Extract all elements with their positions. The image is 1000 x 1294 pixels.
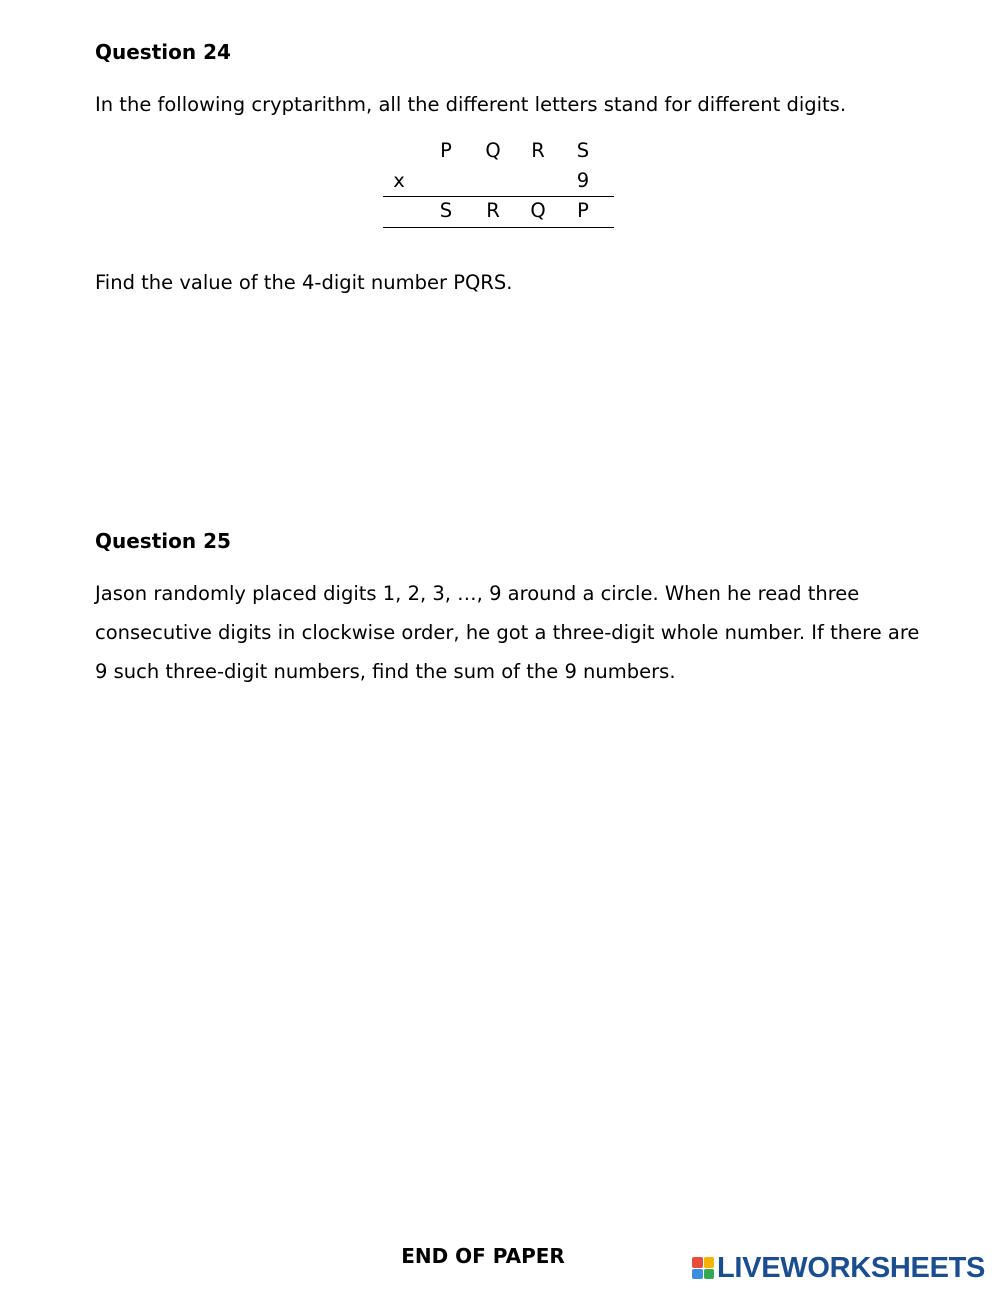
- question-25-line-1: Jason randomly placed digits 1, 2, 3, …, 9 around a circle. When he read three: [95, 582, 860, 605]
- logo-square-4: [704, 1269, 715, 1280]
- end-of-paper: END OF PAPER: [401, 1244, 565, 1268]
- crypt-operator: x: [393, 169, 405, 192]
- logo-square-1: [692, 1257, 703, 1268]
- liveworksheets-logo: [692, 1252, 985, 1284]
- liveworksheets-logo-icon: [692, 1257, 714, 1279]
- question-24-intro: In the following cryptarithm, all the different letters stand for different digits.: [95, 93, 847, 116]
- question-24-prompt: Find the value of the 4-digit number PQRS.: [95, 271, 513, 294]
- liveworksheets-logo-text: LIVEWORKSHEETS: [717, 1251, 986, 1284]
- crypt-row1-digit-4: S: [576, 139, 590, 162]
- logo-square-2: [704, 1257, 715, 1268]
- crypt-multiplier: 9: [576, 169, 590, 192]
- crypt-bottom-rule: [383, 227, 614, 228]
- question-24-title: Question 24: [95, 40, 231, 64]
- crypt-top-rule: [383, 196, 614, 197]
- question-25-body: [95, 574, 925, 691]
- crypt-row1-digit-1: P: [440, 139, 452, 162]
- question-25-title: Question 25: [95, 529, 231, 553]
- crypt-row1-digit-3: R: [531, 139, 545, 162]
- question-25-line-3: 9 such three-digit numbers, find the sum of the 9 numbers.: [95, 660, 676, 683]
- crypt-result-digit-3: Q: [530, 199, 546, 222]
- logo-square-3: [692, 1269, 703, 1280]
- crypt-row1-digit-2: Q: [485, 139, 501, 162]
- crypt-result-digit-2: R: [486, 199, 500, 222]
- cryptarithm: [383, 137, 614, 229]
- crypt-result-digit-1: S: [439, 199, 453, 222]
- crypt-result-digit-4: P: [577, 199, 589, 222]
- question-25-line-2: consecutive digits in clockwise order, he got a three-digit whole number. If there are: [95, 621, 920, 644]
